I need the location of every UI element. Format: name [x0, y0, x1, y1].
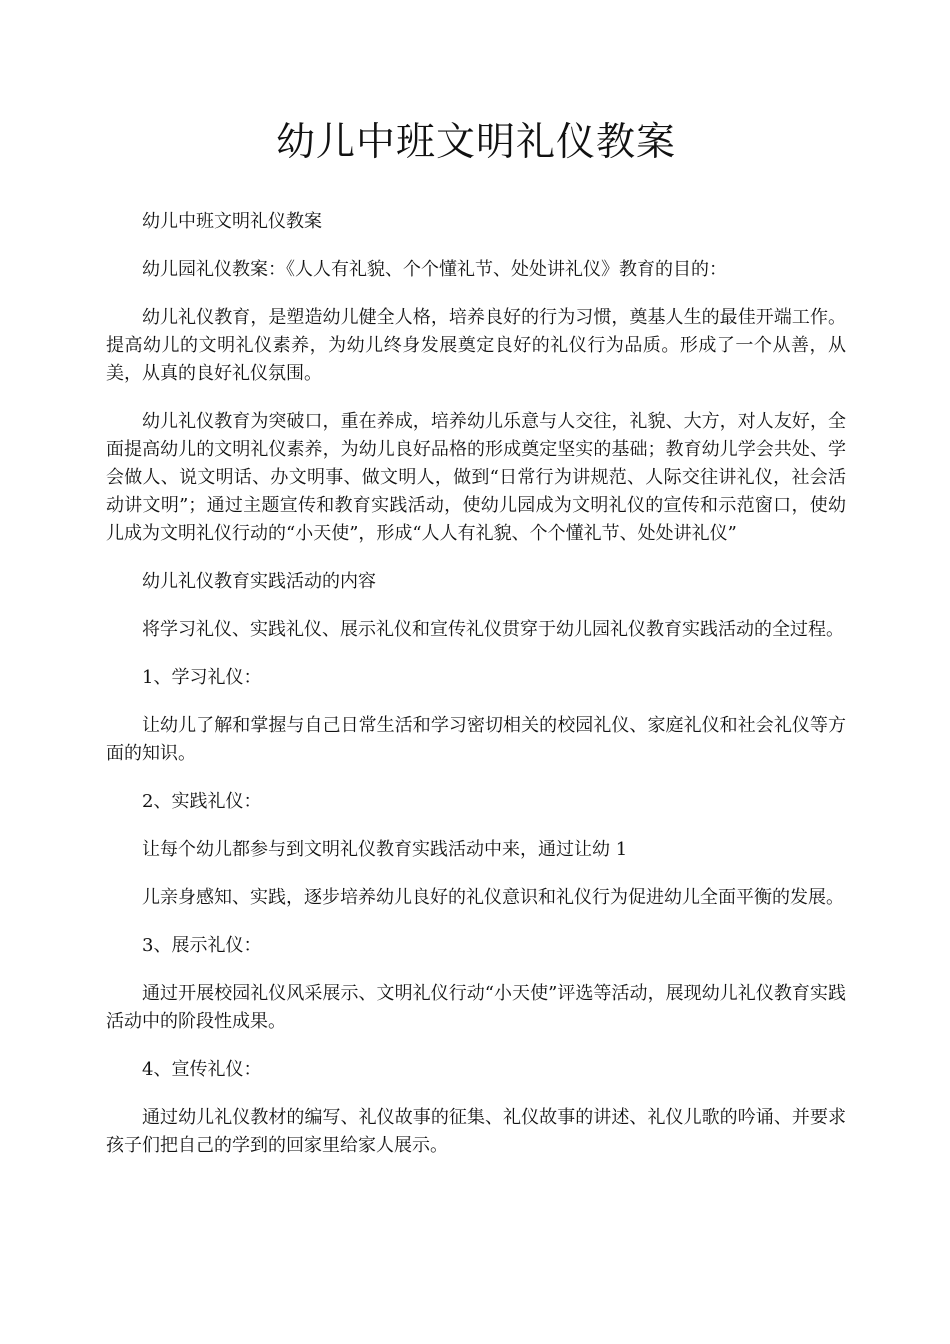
paragraph-promote: 通过幼儿礼仪教材的编写、礼仪故事的征集、礼仪故事的讲述、礼仪儿歌的吟诵、并要求孩子们把自己的学到的回家里给家人展示。 [106, 1107, 846, 1156]
paragraph-content-summary: 将学习礼仪、实践礼仪、展示礼仪和宣传礼仪贯穿于幼儿园礼仪教育实践活动的全过程。 [142, 619, 844, 640]
paragraph-show: 通过开展校园礼仪风采展示、文明礼仪行动“小天使”评选等活动，展现幼儿礼仪教育实践活动中的阶段性成果。 [106, 983, 846, 1032]
paragraph-practice-part1: 让每个幼儿都参与到文明礼仪教育实践活动中来，通过让幼 1 [142, 839, 628, 860]
section-heading-learn: 1、学习礼仪： [142, 667, 262, 688]
paragraph-purpose-heading: 幼儿园礼仪教案：《人人有礼貌、个个懂礼节、处处讲礼仪》教育的目的： [142, 259, 727, 280]
document-body [106, 208, 846, 1160]
paragraph-content-heading: 幼儿礼仪教育实践活动的内容 [142, 571, 376, 592]
section-heading-practice: 2、实践礼仪： [142, 791, 262, 812]
section-heading-promote: 4、宣传礼仪： [142, 1059, 262, 1080]
paragraph-intro: 幼儿礼仪教育，是塑造幼儿健全人格，培养良好的行为习惯，奠基人生的最佳开端工作。提高幼儿的文明礼仪素养，为幼儿终身发展奠定良好的礼仪行为品质。形成了一个从善，从美，从真的良好礼仪氛围。 [106, 307, 846, 384]
section-heading-show: 3、展示礼仪： [142, 935, 262, 956]
paragraph-practice-part2: 儿亲身感知、实践，逐步培养幼儿良好的礼仪意识和礼仪行为促进幼儿全面平衡的发展。 [142, 887, 844, 908]
paragraph-subtitle: 幼儿中班文明礼仪教案 [142, 211, 322, 232]
document-title: 幼儿中班文明礼仪教案 [275, 120, 676, 165]
paragraph-learn: 让幼儿了解和掌握与自己日常生活和学习密切相关的校园礼仪、家庭礼仪和社会礼仪等方面的知识。 [106, 715, 846, 764]
paragraph-goals: 幼儿礼仪教育为突破口，重在养成，培养幼儿乐意与人交往，礼貌、大方，对人友好，全面提高幼儿的文明礼仪素养，为幼儿良好品格的形成奠定坚实的基础；教育幼儿学会共处、学会做人、说文明话、办文明事、做文明人，做到“日常行为讲规范、人际交往讲礼仪，社会活动讲文明”；通过主题宣传和教育实践活动，使幼儿园成为文明礼仪的宣传和示范窗口，使幼儿成为文明礼仪行动的“小天使”，形成“人人有礼貌、个个懂礼节、处处讲礼仪” [106, 411, 846, 544]
